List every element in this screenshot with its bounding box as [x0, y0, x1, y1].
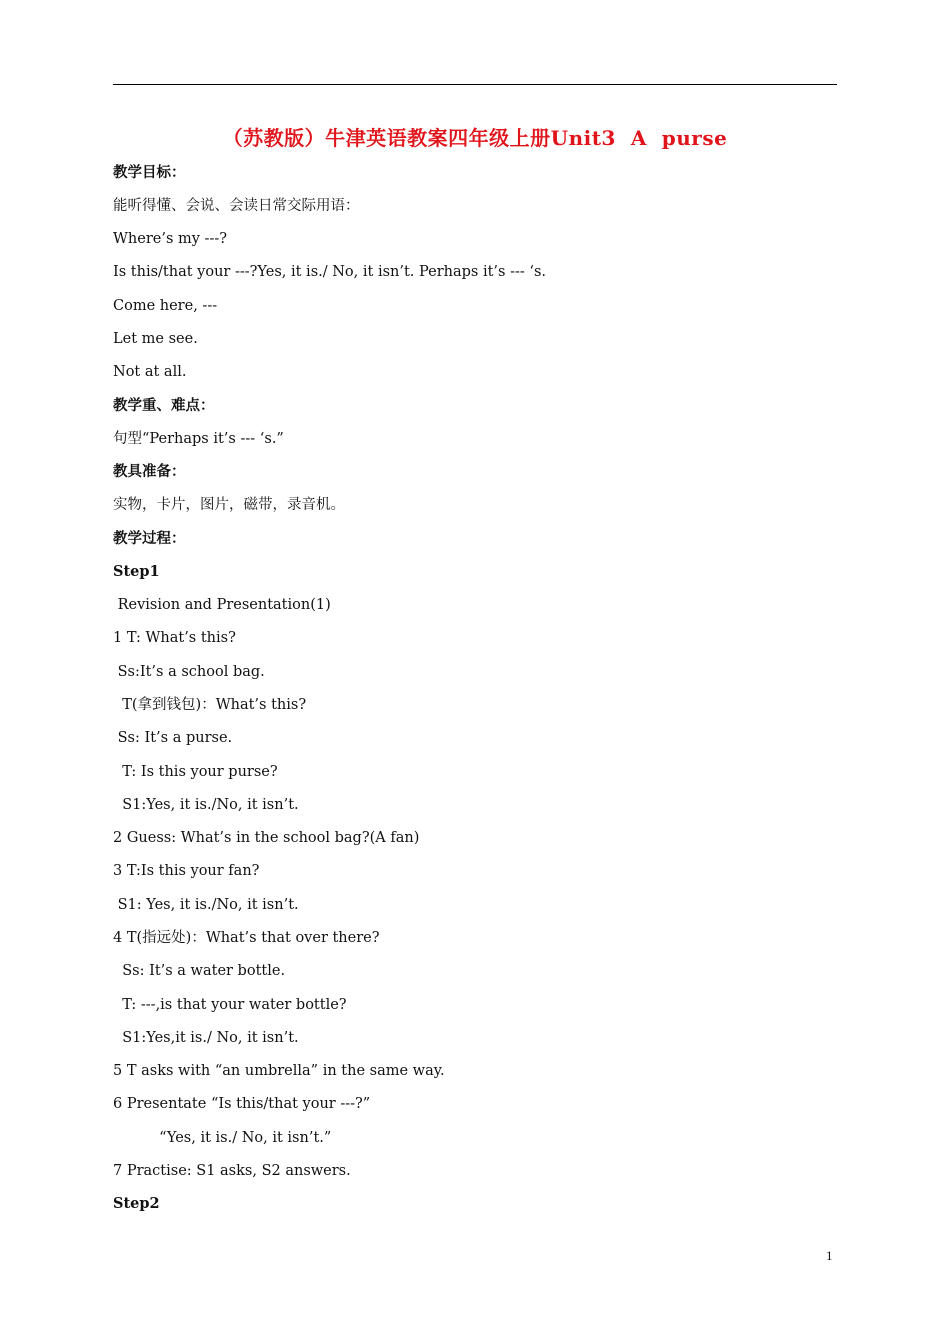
heading-materials: 教具准备：	[113, 463, 186, 480]
text-line: Ss:It’s a school bag.	[113, 664, 265, 680]
text-line: “Yes, it is./ No, it isn’t.”	[113, 1130, 332, 1146]
text-line: 1 T: What’s this?	[113, 630, 236, 646]
text-line: Not at all.	[113, 364, 187, 380]
text-line: T(拿到钱包)：What’s this?	[113, 697, 307, 713]
page-number: 1	[826, 1248, 833, 1263]
heading-key-points: 教学重、难点：	[113, 397, 215, 414]
step-heading: Step1	[113, 563, 160, 580]
text-line: Revision and Presentation(1)	[113, 597, 331, 613]
text-line: 5 T asks with “an umbrella” in the same way.	[113, 1063, 445, 1079]
text-line: 2 Guess: What’s in the school bag?(A fan)	[113, 830, 420, 846]
text-line: 实物，卡片，图片，磁带，录音机。	[113, 497, 345, 513]
text-line: 7 Practise: S1 asks, S2 answers.	[113, 1163, 351, 1179]
header-rule	[113, 84, 837, 85]
text-line: Is this/that your ---?Yes, it is./ No, it isn’t. Perhaps it’s --- ‘s.	[113, 264, 547, 280]
text-line: S1:Yes,it is./ No, it isn’t.	[113, 1030, 299, 1046]
text-line: Ss: It’s a water bottle.	[113, 963, 286, 979]
text-line: T: Is this your purse?	[113, 764, 278, 780]
text-line: 6 Presentate “Is this/that your ---?”	[113, 1096, 371, 1112]
step-heading: Step2	[113, 1195, 160, 1212]
text-line: Ss: It’s a purse.	[113, 730, 233, 746]
text-line: Come here, ---	[113, 298, 218, 314]
text-line: Where’s my ---?	[113, 231, 228, 247]
text-line: 句型“Perhaps it’s --- ‘s.”	[113, 431, 284, 447]
text-line: S1: Yes, it is./No, it isn’t.	[113, 897, 299, 913]
text-line: 3 T:Is this your fan?	[113, 863, 260, 879]
text-line: T: ---,is that your water bottle?	[113, 997, 347, 1013]
text-line: 4 T(指远处)：What’s that over there?	[113, 930, 380, 946]
heading-process: 教学过程：	[113, 530, 186, 547]
text-line: S1:Yes, it is./No, it isn’t.	[113, 797, 299, 813]
text-line: 能听得懂、会说、会读日常交际用语：	[113, 198, 360, 214]
text-line: Let me see.	[113, 331, 198, 347]
document-title: （苏教版）牛津英语教案四年级上册Unit3 A purse	[222, 126, 728, 150]
heading-objectives: 教学目标：	[113, 164, 186, 181]
